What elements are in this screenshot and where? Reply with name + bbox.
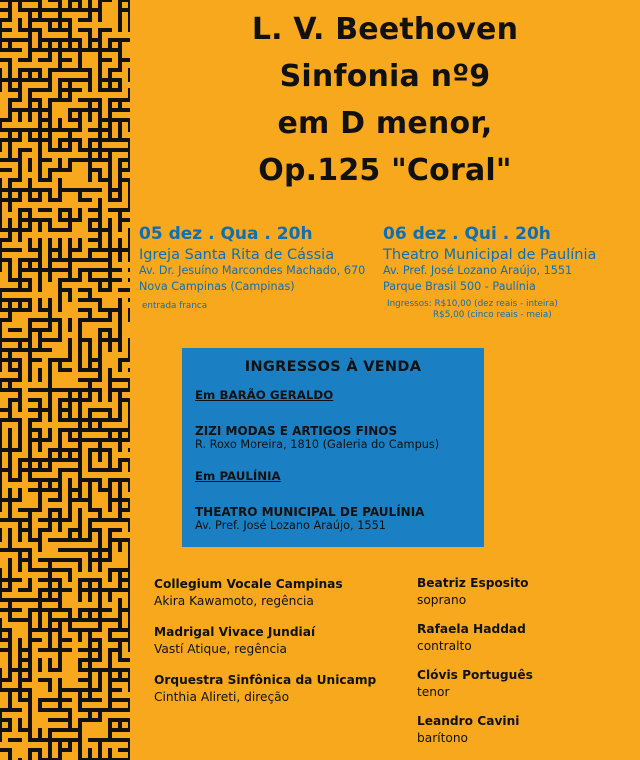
performer-group-conductor: Akira Kawamoto, regência: [154, 594, 314, 608]
soloist-name: Leandro Cavini: [417, 714, 520, 728]
soloist-voice: barítono: [417, 731, 469, 745]
event-venue: Igreja Santa Rita de Cássia: [139, 247, 335, 263]
soloist-name: Beatriz Esposito: [417, 576, 529, 590]
ticket-outlet-name: ZIZI MODAS E ARTIGOS FINOS: [195, 424, 398, 438]
performer-group-conductor: Vastí Atique, regência: [154, 642, 287, 656]
performer-group-conductor: Cinthia Alireti, direção: [154, 690, 290, 704]
title-work: Sinfonia nº9: [279, 59, 491, 94]
event-date: 05 dez . Qua . 20h: [139, 224, 313, 244]
event-date: 06 dez . Qui . 20h: [383, 224, 551, 244]
event-address: Av. Dr. Jesuíno Marcondes Machado, 670: [139, 264, 366, 277]
soloist-voice: tenor: [417, 685, 450, 699]
event-prices: [387, 299, 633, 321]
soloist: [417, 621, 617, 655]
event-campinas: [139, 224, 374, 312]
performer-group: [154, 576, 404, 610]
title-key: em D menor,: [277, 106, 493, 141]
ticket-outlet-address: R. Roxo Moreira, 1810 (Galeria do Campus): [195, 438, 440, 451]
event-admission-note: entrada franca: [142, 301, 208, 311]
price-half: R$5,00 (cinco reais - meia): [433, 310, 552, 320]
performer-group-name: Madrigal Vivace Jundiaí: [154, 625, 316, 639]
ticket-outlet-address: Av. Pref. José Lozano Araújo, 1551: [195, 519, 386, 532]
maze-pattern-decoration: [0, 0, 130, 760]
ticket-location-label: Em PAULÍNIA: [195, 469, 281, 483]
soloist-voice: soprano: [417, 593, 467, 607]
event-address: Av. Pref. José Lozano Araújo, 1551: [383, 264, 573, 277]
soloist: [417, 667, 617, 701]
event-neighborhood: Nova Campinas (Campinas): [139, 280, 295, 293]
title-opus: Op.125 "Coral": [258, 153, 512, 188]
event-neighborhood: Parque Brasil 500 - Paulínia: [383, 280, 536, 293]
performer-group: [154, 624, 404, 658]
soloist: [417, 713, 617, 747]
ticket-location-label: Em BARÃO GERALDO: [195, 388, 334, 402]
maze-lines: [0, 0, 130, 760]
soloist-name: Clóvis Português: [417, 668, 533, 682]
soloist-name: Rafaela Haddad: [417, 622, 526, 636]
soloist: [417, 575, 617, 609]
ticket-sales-heading: INGRESSOS À VENDA: [244, 359, 422, 375]
ticket-outlet-name: THEATRO MUNICIPAL DE PAULÍNIA: [195, 505, 425, 519]
event-paulinia: [383, 224, 633, 321]
soloist-voice: contralto: [417, 639, 472, 653]
event-venue: Theatro Municipal de Paulínia: [383, 247, 597, 263]
performer-group: [154, 672, 404, 706]
concert-title: [150, 6, 620, 194]
price-full: Ingressos: R$10,00 (dez reais - inteira): [387, 299, 558, 309]
performer-group-name: Collegium Vocale Campinas: [154, 577, 343, 591]
performer-group-name: Orquestra Sinfônica da Unicamp: [154, 673, 377, 687]
ticket-sales-box: [182, 348, 484, 547]
maze-pattern-graphic: [0, 0, 130, 760]
title-composer: L. V. Beethoven: [251, 12, 519, 47]
